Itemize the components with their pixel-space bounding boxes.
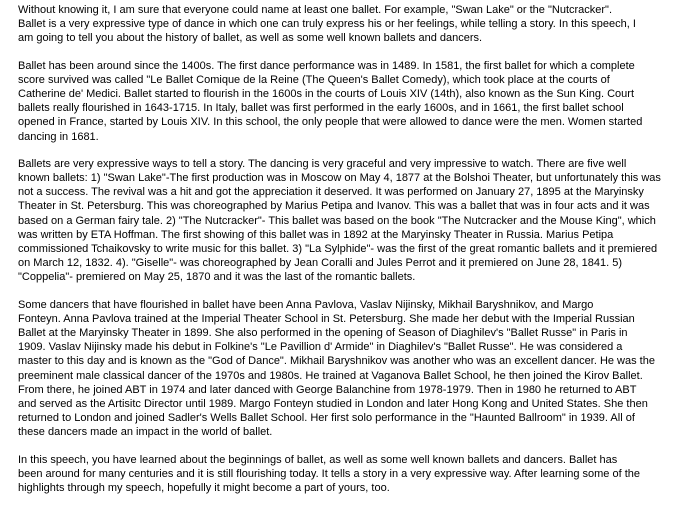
text-line: dancing in 1681.	[18, 130, 99, 143]
paragraph-conclusion	[5, 453, 675, 496]
text-line: ballets really flourished in 1643-1715. In Italy, ballet was first performed in the early 1600s, and in 1661, the first ballet school	[18, 102, 624, 115]
text-line: am going to tell you about the history of ballet, as well as some well known ballets and dancers.	[18, 32, 483, 45]
paragraph-dancers	[5, 298, 675, 440]
text-line: Ballets are very expressive ways to tell a story. The dancing is very graceful and very impressive to watch. There are five well	[18, 157, 627, 170]
text-line: on March 12, 1832. 4). "Giselle"- was choreographed by Jean Coralli and Jules Perrot and it premiered on June 28, 1841. 5)	[18, 257, 622, 270]
text-line: Ballet at the Maryinsky Theater in 1899. She also performed in the opening of Season of Diaghilev's "Ballet Russe" in Paris in	[18, 327, 628, 340]
text-line: Some dancers that have flourished in ballet have been Anna Pavlova, Vaslav Nijinsky, Mikhail Baryshnikov, and Margo	[18, 298, 594, 311]
text-line: preeminent male classical dancer of the 1970s and 1980s. He trained at Vaganova Ballet School, he then joined the Kirov Ballet.	[18, 369, 643, 382]
text-line: been around for many centuries and it is still flourishing today. It tells a story in a very expressive way. After learning some of the	[18, 467, 641, 480]
text-line: score survived was called "Le Ballet Comique de la Reine (The Queen's Ballet Comedy), which took place at the courts of	[18, 73, 610, 86]
text-line: From there, he joined ABT in 1974 and later danced with George Balanchine from 1978-1979. Then in 1980 he returned to ABT	[18, 383, 637, 396]
text-line: was written by ETA Hoffman. The first showing of this ballet was in 1892 at the Maryinsky Theater in Russia. Marius Petipa	[18, 228, 614, 241]
text-line: Fonteyn. Anna Pavlova trained at the Imperial Theater School in St. Petersburg. She made her debut with the Imperial Russian	[18, 312, 635, 325]
essay-document	[5, 3, 675, 508]
text-line: these dancers made an impact in the world of ballet.	[18, 426, 273, 439]
text-line: not a success. The revival was a hit and got the appreciation it deserved. It was performed on January 27, 1895 at the Maryinsky	[18, 186, 644, 199]
paragraph-famous-ballets	[5, 157, 675, 285]
text-line: based on a German fairy tale. 2) "The Nutcracker"- This ballet was based on the book "The Nutcracker and the Mouse King", which	[18, 214, 656, 227]
text-line: Theater in St. Petersburg. This was choreographed by Marius Petipa and Ivanov. This was a ballet that was in four acts and it was	[18, 200, 650, 213]
text-line: Catherine de' Medici. Ballet started to flourish in the 1600s in the courts of Louis XIV (14th), also known as the Sun King. Court	[18, 88, 634, 101]
text-line: master to this day and is known as the "God of Dance". Mikhail Baryshnikov was another who was an excellent dancer. He was the	[18, 355, 655, 368]
text-line: highlights through my speech, hopefully it might become a part of yours, too.	[18, 482, 390, 495]
text-line: known ballets: 1) "Swan Lake"-The first production was in Moscow on May 4, 1877 at the Bolshoi Theater, but unfortunately this was	[18, 172, 661, 185]
text-line: "Coppelia"- premiered on May 25, 1870 and it was the last of the romantic ballets.	[18, 271, 416, 284]
text-line: and served as the Artisitc Director until 1989. Margo Fonteyn studied in London and later Hong Kong and United States. She then	[18, 398, 648, 411]
text-line: commissioned Tchaikovsky to write music for this ballet. 3) "La Sylphide"- was the first of the great romantic ballets and it premiered	[18, 243, 658, 256]
text-line: 1909. Vaslav Nijinsky made his debut in Folkine's "Le Pavillion d' Armide" in Diaghilev's "Ballet Russe". He was considered a	[18, 341, 623, 354]
text-line: returned to London and joined Sadler's Wells Ballet School. Her first solo performance in the "Haunted Ballroom" in 1939. All of	[18, 412, 635, 425]
text-line: Without knowing it, I am sure that everyone could name at least one ballet. For example, "Swan Lake" or the "Nutcracker".	[18, 4, 613, 16]
paragraph-history	[5, 59, 675, 144]
paragraph-intro	[5, 3, 675, 46]
text-line: Ballet is a very expressive type of dance in which one can truly express his or her feelings, while telling a story. In this speech, I	[18, 18, 636, 31]
text-line: Ballet has been around since the 1400s. The first dance performance was in 1489. In 1581, the first ballet for which a complete	[18, 59, 635, 72]
text-line: In this speech, you have learned about the beginnings of ballet, as well as some well known ballets and dancers. Ballet has	[18, 453, 618, 466]
text-line: opened in France, started by Louis XIV. In this school, the only people that were allowed to dance were the men. Women started	[18, 116, 643, 129]
